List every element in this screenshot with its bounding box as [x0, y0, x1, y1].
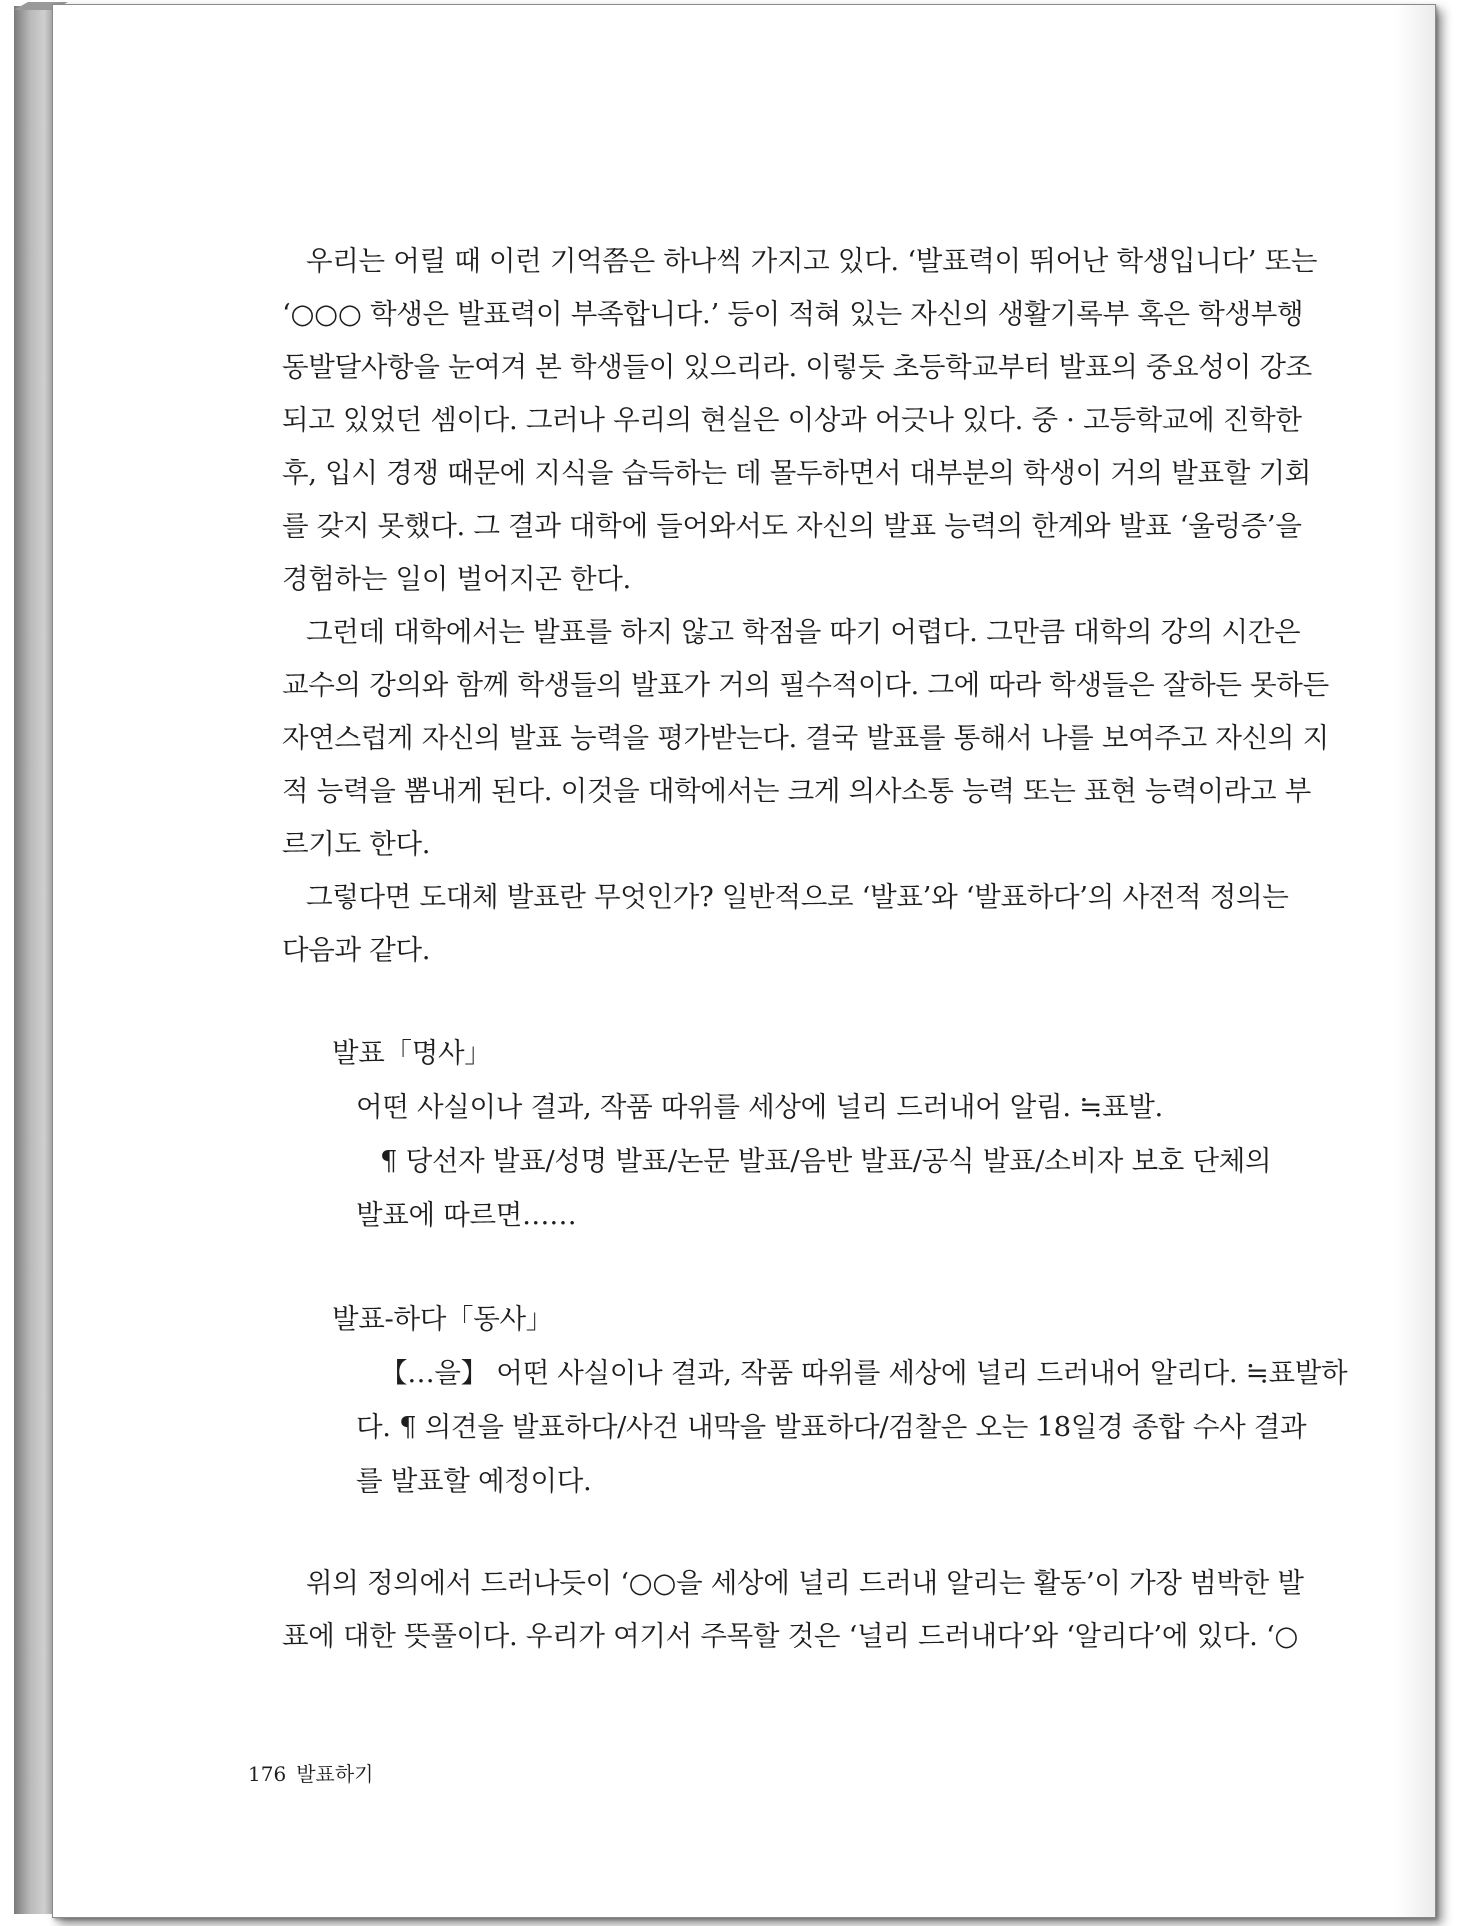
- paragraph1-line: 경험하는 일이 벌어지곤 한다.: [282, 563, 631, 595]
- paragraph3-line: 그렇다면 도대체 발표란 무엇인가? 일반적으로 ‘발표’와 ‘발표하다’의 사전적 정의는: [306, 881, 1289, 913]
- running-title: 발표하기: [296, 1762, 374, 1786]
- paragraph1-line: 후, 입시 경쟁 때문에 지식을 습득하는 데 몰두하면서 대부분의 학생이 거의 발표할 기회: [282, 457, 1312, 489]
- paragraph4-line: 표에 대한 뜻풀이다. 우리가 여기서 주목할 것은 ‘널리 드러내다’와 ‘알리다’에 있다. ‘○: [282, 1620, 1299, 1652]
- paragraph2-line: 그런데 대학에서는 발표를 하지 않고 학점을 따기 어렵다. 그만큼 대학의 강의 시간은: [306, 616, 1301, 648]
- paragraph1-line: 우리는 어릴 때 이런 기억쯤은 하나씩 가지고 있다. ‘발표력이 뛰어난 학생입니다’ 또는: [306, 245, 1318, 277]
- paragraph1-line: 를 갖지 못했다. 그 결과 대학에 들어와서도 자신의 발표 능력의 한계와 발표 ‘울렁증’을: [282, 510, 1302, 542]
- paragraph2-line: 교수의 강의와 함께 학생들의 발표가 거의 필수적이다. 그에 따라 학생들은 잘하든 못하든: [282, 669, 1329, 701]
- definition-headword: 발표「명사」: [332, 1037, 492, 1069]
- paragraph3-line: 다음과 같다.: [282, 934, 431, 966]
- paragraph2-line: 르기도 한다.: [282, 828, 431, 860]
- definition-line: 를 발표할 예정이다.: [356, 1465, 592, 1497]
- definition-headword: 발표-하다「동사」: [332, 1303, 553, 1335]
- page-number: 176: [248, 1762, 287, 1786]
- paragraph1-line: ‘○○○ 학생은 발표력이 부족합니다.’ 등이 적혀 있는 자신의 생활기록부 혹은 학생부행: [282, 298, 1304, 330]
- paragraph1-line: 되고 있었던 셈이다. 그러나 우리의 현실은 이상과 어긋나 있다. 중 · 고등학교에 진학한: [282, 404, 1302, 436]
- paragraph2-line: 적 능력을 뽐내게 된다. 이것을 대학에서는 크게 의사소통 능력 또는 표현 능력이라고 부: [282, 775, 1312, 807]
- paragraph1-line: 동발달사항을 눈여겨 본 학생들이 있으리라. 이렇듯 초등학교부터 발표의 중요성이 강조: [282, 351, 1312, 383]
- definition-line: 어떤 사실이나 결과, 작품 따위를 세상에 널리 드러내어 알림. ≒표발.: [356, 1091, 1163, 1123]
- book-spine-edge: [14, 6, 55, 1914]
- definition-line: 발표에 따르면……: [356, 1199, 577, 1231]
- definition-line: 【…을】 어떤 사실이나 결과, 작품 따위를 세상에 널리 드러내어 알리다. ≒표발하: [380, 1357, 1348, 1389]
- page-shade: [1395, 5, 1435, 1917]
- paragraph4-line: 위의 정의에서 드러나듯이 ‘○○을 세상에 널리 드러내 알리는 활동’이 가장 범박한 발: [306, 1567, 1304, 1599]
- definition-line: ¶ 당선자 발표/성명 발표/논문 발표/음반 발표/공식 발표/소비자 보호 단체의: [380, 1145, 1272, 1177]
- definition-line: 다. ¶ 의견을 발표하다/사건 내막을 발표하다/검찰은 오는 18일경 종합 수사 결과: [356, 1411, 1307, 1443]
- page-footer: [248, 1758, 373, 1787]
- paragraph2-line: 자연스럽게 자신의 발표 능력을 평가받는다. 결국 발표를 통해서 나를 보여주고 자신의 지: [282, 722, 1329, 754]
